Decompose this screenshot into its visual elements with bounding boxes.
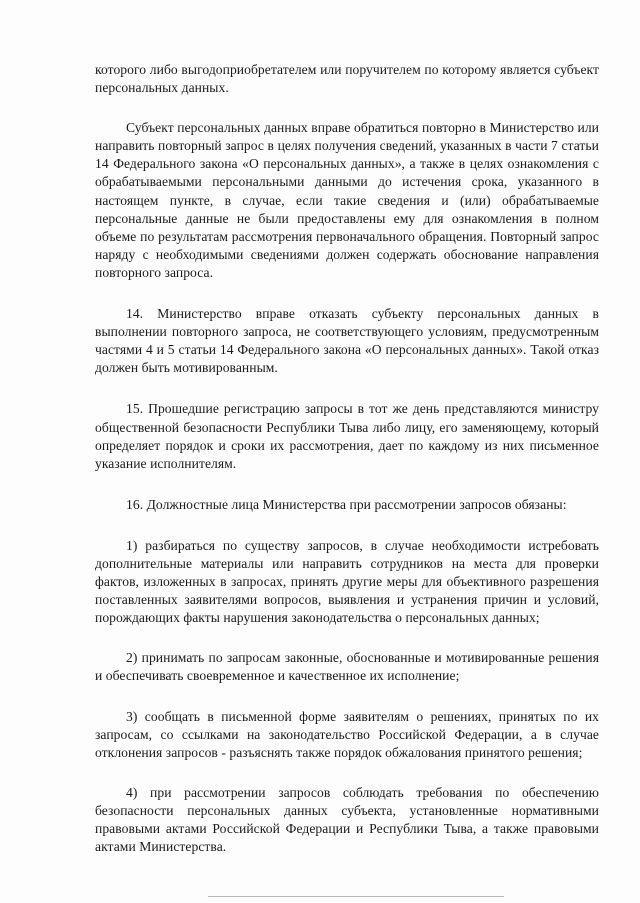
paragraph-repeat-request: Субъект персональных данных вправе обратиться повторно в Министерство или направить повторный запрос в целях получения сведений, указанных в части 7 статьи 14 Федерального закона «О персональных данных», а также в целях ознакомления с обрабатываемыми персональными данными до истечения срока, указанного в настоящем пункте, в случае, если такие сведения и (или) обрабатываемые персональные данные не были предоставлены ему для ознакомления в полном объеме по результатам рассмотрения первоначального обращения. Повторный запрос наряду с необходимыми сведениями должен содержать обоснование направления повторного запроса.	[95, 120, 599, 280]
document-body	[95, 61, 599, 878]
paragraph-continuation: которого либо выгодоприобретателем или поручителем по которому является субъект персональных данных.	[95, 62, 599, 96]
paragraph-item-15: 15. Прошедшие регистрацию запросы в тот же день представляются министру общественной безопасности Республики Тыва либо лицу, его заменяющему, который определяет порядок и сроки их рассмотрения, дает по каждому из них письменное указание исполнителям.	[95, 401, 599, 471]
scan-edge-line	[208, 896, 504, 897]
paragraph-item-16: 16. Должностные лица Министерства при рассмотрении запросов обязаны:	[126, 496, 567, 512]
paragraph-subitem-3: 3) сообщать в письменной форме заявителям о решениях, принятых по их запросам, со ссылками на законодательство Российской Федерации, а в случае отклонения запросов - разъяснять также порядок обжалования принятого решения;	[95, 708, 599, 760]
paragraph-subitem-2: 2) принимать по запросам законные, обоснованные и мотивированные решения и обеспечивать своевременное и качественное их исполнение;	[95, 650, 599, 684]
paragraph-subitem-4: 4) при рассмотрении запросов соблюдать требования по обеспечению безопасности персональных данных субъекта, установленные нормативными правовыми актами Российской Федерации и Республики Тыва, а также правовыми актами Министерства.	[95, 784, 599, 855]
paragraph-item-14: 14. Министерство вправе отказать субъекту персональных данных в выполнении повторного запроса, не соответствующего условиям, предусмотренным частями 4 и 5 статьи 14 Федерального закона «О персональных данных». Такой отказ должен быть мотивированным.	[95, 306, 599, 376]
paragraph-subitem-1: 1) разбираться по существу запросов, в случае необходимости истребовать дополнительные материалы или направить сотрудников на места для проверки фактов, изложенных в запросах, принять другие меры для объективного разрешения поставленных заявителями вопросов, выявления и устранения причин и условий, порождающих факты нарушения законодательства о персональных данных;	[95, 537, 599, 626]
